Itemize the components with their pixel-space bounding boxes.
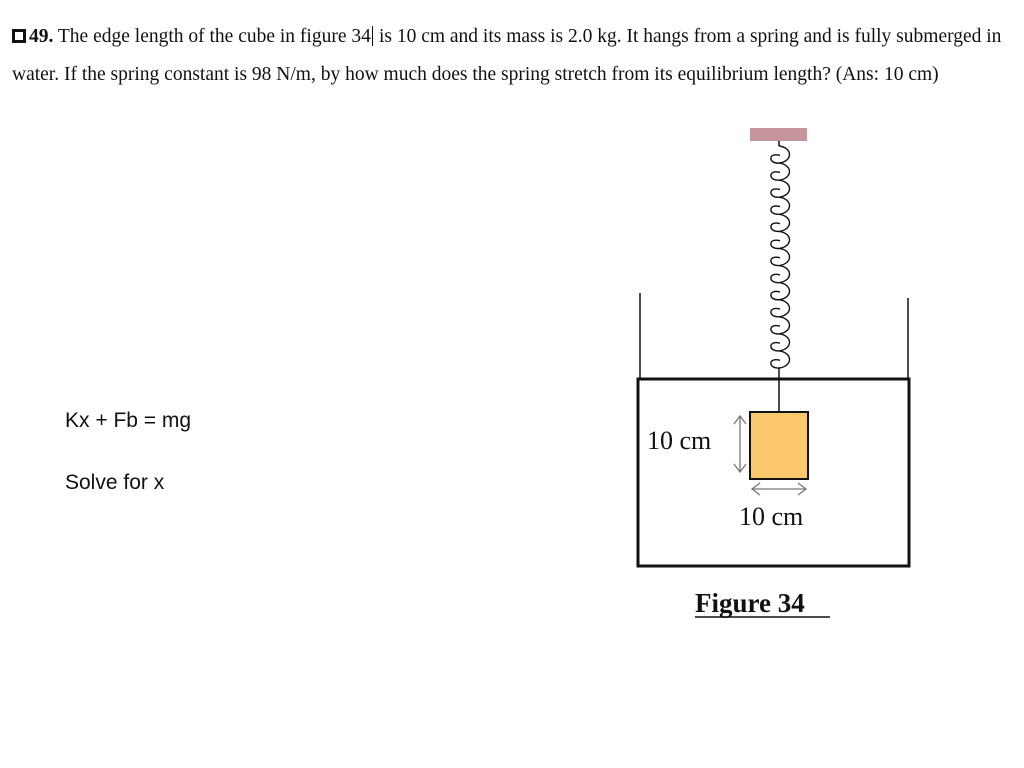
question-body-part-2: is 10 cm and its mass is 2.0 kg. It hangs from a spring and is fully submerged in water. If the spring constant is 98 N/m, by how much does the spring stretch from its equilibrium length? (Ans: 10 cm) xyxy=(12,26,1002,85)
figure-caption: Figure 34 xyxy=(695,588,805,618)
solve-note: Solve for x xyxy=(65,471,165,494)
equation-note: Kx + Fb = mg xyxy=(65,409,192,432)
spring-coil xyxy=(771,146,790,368)
question-number: 49. xyxy=(29,26,54,47)
width-label: 10 cm xyxy=(739,502,804,531)
height-label: 10 cm xyxy=(647,426,712,455)
question-body-part-1: The edge length of the cube in figure 34 xyxy=(53,26,371,47)
cube xyxy=(750,412,808,479)
ceiling-mount xyxy=(750,128,807,141)
